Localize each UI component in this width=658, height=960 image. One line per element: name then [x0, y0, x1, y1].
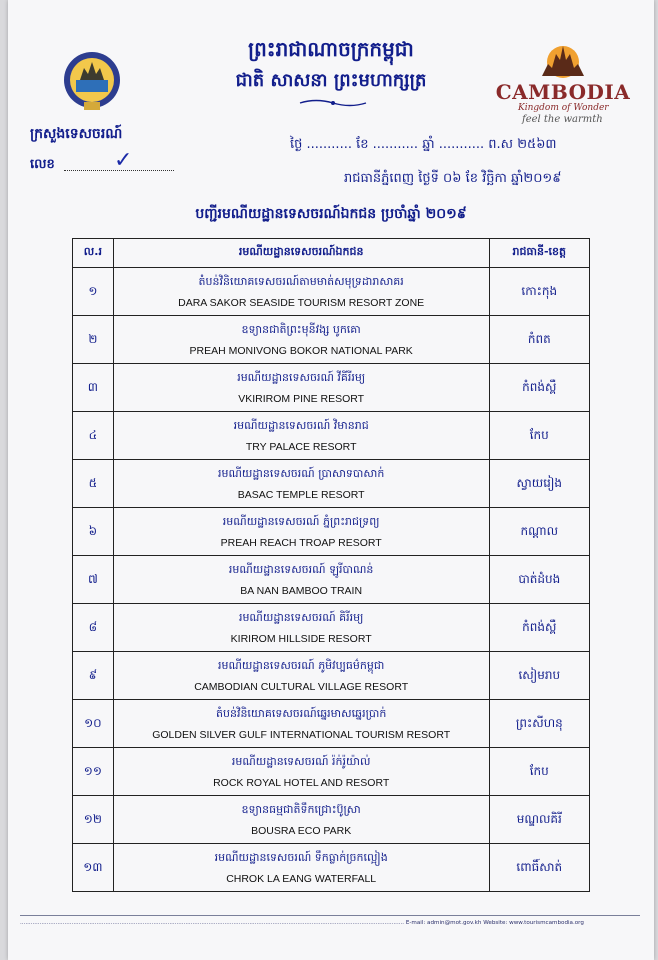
- resort-name-khmer: រមណីយដ្ឋានទេសចរណ៍ គិរីរម្យ: [238, 610, 364, 624]
- resort-name-english: BA NAN BAMBOO TRAIN: [240, 584, 363, 597]
- resort-name-english: CHROK LA EANG WATERFALL: [226, 872, 377, 885]
- resort-name-english: TRY PALACE RESORT: [245, 440, 357, 453]
- province-cell: កែប: [489, 412, 589, 460]
- row-number: ៣: [73, 364, 114, 412]
- resort-name-cell: [113, 316, 489, 364]
- resort-name-khmer: រមណីយដ្ឋានទេសចរណ៍ ភូមិវប្បធម៌កម្ពុជា: [218, 658, 385, 672]
- province-cell: កំពង់ស្ពឺ: [489, 604, 589, 652]
- resort-name-english: PREAH MONIVONG BOKOR NATIONAL PARK: [189, 344, 413, 357]
- province-cell: មណ្ឌលគិរី: [489, 796, 589, 844]
- brand-tagline: Kingdom of Wonder: [518, 103, 609, 113]
- cambodia-brand-logo: [488, 40, 638, 130]
- resort-name-english: VKIRIROM PINE RESORT: [238, 392, 365, 405]
- resort-name-cell: [113, 556, 489, 604]
- resort-name-cell: [113, 700, 489, 748]
- row-number: ៩: [73, 652, 114, 700]
- province-cell: ស្វាយរៀង: [489, 460, 589, 508]
- resort-name-english: BOUSRA ECO PARK: [251, 824, 352, 837]
- ministry-name: ក្រសួងទេសចរណ៍: [30, 126, 123, 142]
- solar-date: រាជធានីភ្នំពេញ ថ្ងៃទី ០៦ ខែ វិច្ឆិកា ឆ្នាំ២០១៩: [344, 171, 562, 186]
- resort-name-cell: [113, 508, 489, 556]
- resort-name-khmer: ឧទ្យានធម្មជាតិទឹកជ្រោះប៊ូស្រា: [241, 802, 361, 816]
- resort-name-cell: [113, 268, 489, 316]
- lunar-date: ថ្ងៃ ........... ខែ ........... ឆ្នាំ ........... ព.ស ២៥៦៣: [290, 137, 557, 152]
- province-cell: កណ្ដាល: [489, 508, 589, 556]
- resort-name-cell: [113, 364, 489, 412]
- kingdom-heading: ព្រះរាជាណាចក្រកម្ពុជា: [248, 37, 414, 61]
- resort-name-cell: [113, 652, 489, 700]
- row-number: ៧: [73, 556, 114, 604]
- ornament-divider-icon: [298, 98, 368, 108]
- resort-name-english: ROCK ROYAL HOTEL AND RESORT: [213, 776, 390, 789]
- resort-name-khmer: រមណីយដ្ឋានទេសចរណ៍ ទឹកធ្លាក់ច្រកល្អៀង: [214, 850, 388, 864]
- brand-slogan: feel the warmth: [522, 114, 603, 125]
- table-row: [73, 700, 590, 748]
- table-row: [73, 844, 590, 892]
- resort-name-khmer: រមណីយដ្ឋានទេសចរណ៍ ភ្នំព្រះរាជទ្រព្យ: [222, 514, 380, 528]
- row-number: ៥: [73, 460, 114, 508]
- row-number: ២: [73, 316, 114, 364]
- resort-name-english: KIRIROM HILLSIDE RESORT: [230, 632, 372, 645]
- province-cell: កំពត: [489, 316, 589, 364]
- resort-name-english: GOLDEN SILVER GULF INTERNATIONAL TOURISM RESORT: [152, 728, 451, 741]
- province-cell: កោះកុង: [489, 268, 589, 316]
- brand-name: CAMBODIA: [495, 80, 631, 104]
- table-header-row: [73, 239, 590, 268]
- table-row: [73, 364, 590, 412]
- table-row: [73, 460, 590, 508]
- province-cell: សៀមរាប: [489, 652, 589, 700]
- table-row: [73, 316, 590, 364]
- checkmark-icon: ✓: [114, 148, 133, 173]
- resort-name-cell: [113, 460, 489, 508]
- row-number: ១៣: [73, 844, 114, 892]
- document-title: បញ្ជីរមណីយដ្ឋានទេសចរណ៍ឯកជន ប្រចាំឆ្នាំ ២០១៩: [195, 206, 467, 222]
- row-number: ៦: [73, 508, 114, 556]
- header-name: រមណីយដ្ឋានទេសចរណ៍ឯកជន: [113, 239, 489, 268]
- table-row: [73, 604, 590, 652]
- table-row: [73, 748, 590, 796]
- reference-label: លេខ: [30, 157, 55, 172]
- table-row: [73, 556, 590, 604]
- resort-name-cell: [113, 796, 489, 844]
- resort-name-khmer: រមណីយដ្ឋានទេសចរណ៍ រ៉ក់រ៉ូយ៉ាល់: [231, 754, 371, 768]
- angkor-temple-icon: [536, 40, 590, 78]
- province-cell: ពោធិ៍សាត់: [489, 844, 589, 892]
- table-row: [73, 652, 590, 700]
- resort-name-english: PREAH REACH TROAP RESORT: [220, 536, 382, 549]
- province-cell: ព្រះសីហនុ: [489, 700, 589, 748]
- province-cell: កែប: [489, 748, 589, 796]
- table-row: [73, 796, 590, 844]
- footer-contact: ........................................................................................................................................................................................................................ E-mail: admin@mot.gov.kh Website: www.tourismcambodia.org: [20, 920, 584, 926]
- resort-name-cell: [113, 748, 489, 796]
- header-province: រាជធានី-ខេត្ត: [489, 239, 589, 268]
- row-number: ១២: [73, 796, 114, 844]
- resort-name-khmer: រមណីយដ្ឋានទេសចរណ៍ វីគីរីរម្យ: [237, 370, 366, 384]
- resort-name-cell: [113, 412, 489, 460]
- row-number: ១១: [73, 748, 114, 796]
- resort-name-english: DARA SAKOR SEASIDE TOURISM RESORT ZONE: [178, 296, 425, 309]
- resort-name-cell: [113, 604, 489, 652]
- motto-heading: ជាតិ សាសនា ព្រះមហាក្សត្រ: [235, 70, 427, 91]
- row-number: ១: [73, 268, 114, 316]
- resort-table: [72, 238, 590, 892]
- resort-name-khmer: រមណីយដ្ឋានទេសចរណ៍ ឡូរីបាណន់: [228, 562, 374, 576]
- province-cell: បាត់ដំបង: [489, 556, 589, 604]
- province-cell: កំពង់ស្ពឺ: [489, 364, 589, 412]
- resort-name-cell: [113, 844, 489, 892]
- resort-name-english: CAMBODIAN CULTURAL VILLAGE RESORT: [194, 680, 409, 693]
- row-number: ៤: [73, 412, 114, 460]
- table-row: [73, 508, 590, 556]
- document-page: [8, 0, 654, 960]
- resort-name-khmer: ឧទ្យានជាតិព្រះមុនីវង្ស បូកគោ: [241, 322, 361, 336]
- row-number: ៨: [73, 604, 114, 652]
- resort-name-khmer: រមណីយដ្ឋានទេសចរណ៍ វិមានរាជ: [233, 418, 369, 432]
- resort-name-english: BASAC TEMPLE RESORT: [237, 488, 365, 501]
- resort-name-khmer: តំបន់វិនិយោគទេសចរណ៍ឆ្នេរមាសឆ្នេរប្រាក់: [216, 706, 387, 720]
- resort-name-khmer: រមណីយដ្ឋានទេសចរណ៍ ប្រាសាទបាសាក់: [218, 466, 385, 480]
- row-number: ១០: [73, 700, 114, 748]
- resort-name-khmer: តំបន់វិនិយោគទេសចរណ៍តាមមាត់សមុទ្រដារាសាគរ: [198, 274, 404, 288]
- header-no: ល.រ: [73, 239, 114, 268]
- table-row: [73, 268, 590, 316]
- table-row: [73, 412, 590, 460]
- footer-divider: [20, 915, 640, 916]
